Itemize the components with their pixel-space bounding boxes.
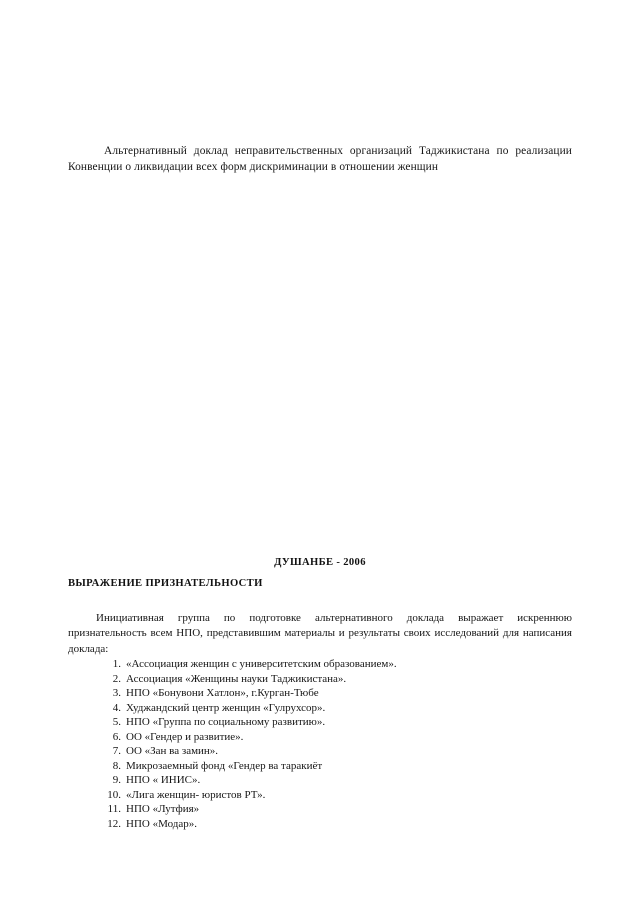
list-item [104, 817, 574, 832]
list-item-number: 3. [112, 687, 121, 699]
list-item-label: ОО «Зан ва замин». [126, 745, 219, 757]
document-title: Альтернативный доклад неправительственных организаций Таджикистана по реализации Конвенции о ликвидации всех форм дискриминации в отношении женщин [68, 145, 572, 174]
list-item [104, 802, 574, 817]
list-item-label: «Лига женщин- юристов РТ». [126, 788, 266, 801]
list-item [104, 744, 574, 759]
list-item-number: 12. [107, 817, 121, 830]
list-item-label: НПО «Лутфия» [126, 803, 200, 815]
list-item-number: 5. [112, 716, 121, 728]
list-item-label: Ассоциация «Женщины науки Таджикистана». [126, 672, 347, 685]
list-item [104, 730, 574, 745]
section-heading-acknowledgements: ВЫРАЖЕНИЕ ПРИЗНАТЕЛЬНОСТИ [68, 578, 263, 589]
organization-list [104, 657, 574, 831]
list-item [104, 657, 574, 672]
list-item-label: НПО « ИНИС». [126, 774, 201, 786]
list-item-number: 1. [112, 658, 121, 670]
list-item [104, 759, 574, 774]
list-item-number: 11. [107, 803, 121, 815]
list-item-number: 8. [112, 759, 121, 772]
list-item-label: Худжандский центр женщин «Гулрухсор». [126, 701, 326, 714]
list-item [104, 701, 574, 716]
list-item-number: 4. [112, 701, 121, 714]
list-item [104, 788, 574, 803]
list-item-number: 2. [112, 672, 121, 685]
list-item-number: 9. [112, 774, 121, 786]
list-item-label: Микрозаемный фонд «Гендер ва таракиёт [126, 759, 323, 772]
list-item-label: НПО «Группа по социальному развитию». [126, 716, 326, 728]
list-item-number: 7. [112, 745, 121, 757]
acknowledgement-paragraph: Инициативная группа по подготовке альтернативного доклада выражает искреннюю признательность всем НПО, представившим материалы и результаты своих исследований для написания доклада: [68, 612, 572, 655]
list-item-number: 6. [112, 730, 121, 743]
list-item [104, 672, 574, 687]
list-item-number: 10. [107, 788, 121, 801]
list-item-label: НПО «Бонувони Хатлон», г.Курган-Тюбе [126, 687, 319, 699]
list-item [104, 773, 574, 788]
list-item-label: «Ассоциация женщин с университетским образованием». [126, 658, 397, 670]
list-item-label: НПО «Модар». [126, 817, 198, 830]
list-item-label: ОО «Гендер и развитие». [126, 730, 244, 743]
list-item [104, 686, 574, 701]
list-item [104, 715, 574, 730]
imprint-line: ДУШАНБЕ - 2006 [274, 557, 366, 568]
